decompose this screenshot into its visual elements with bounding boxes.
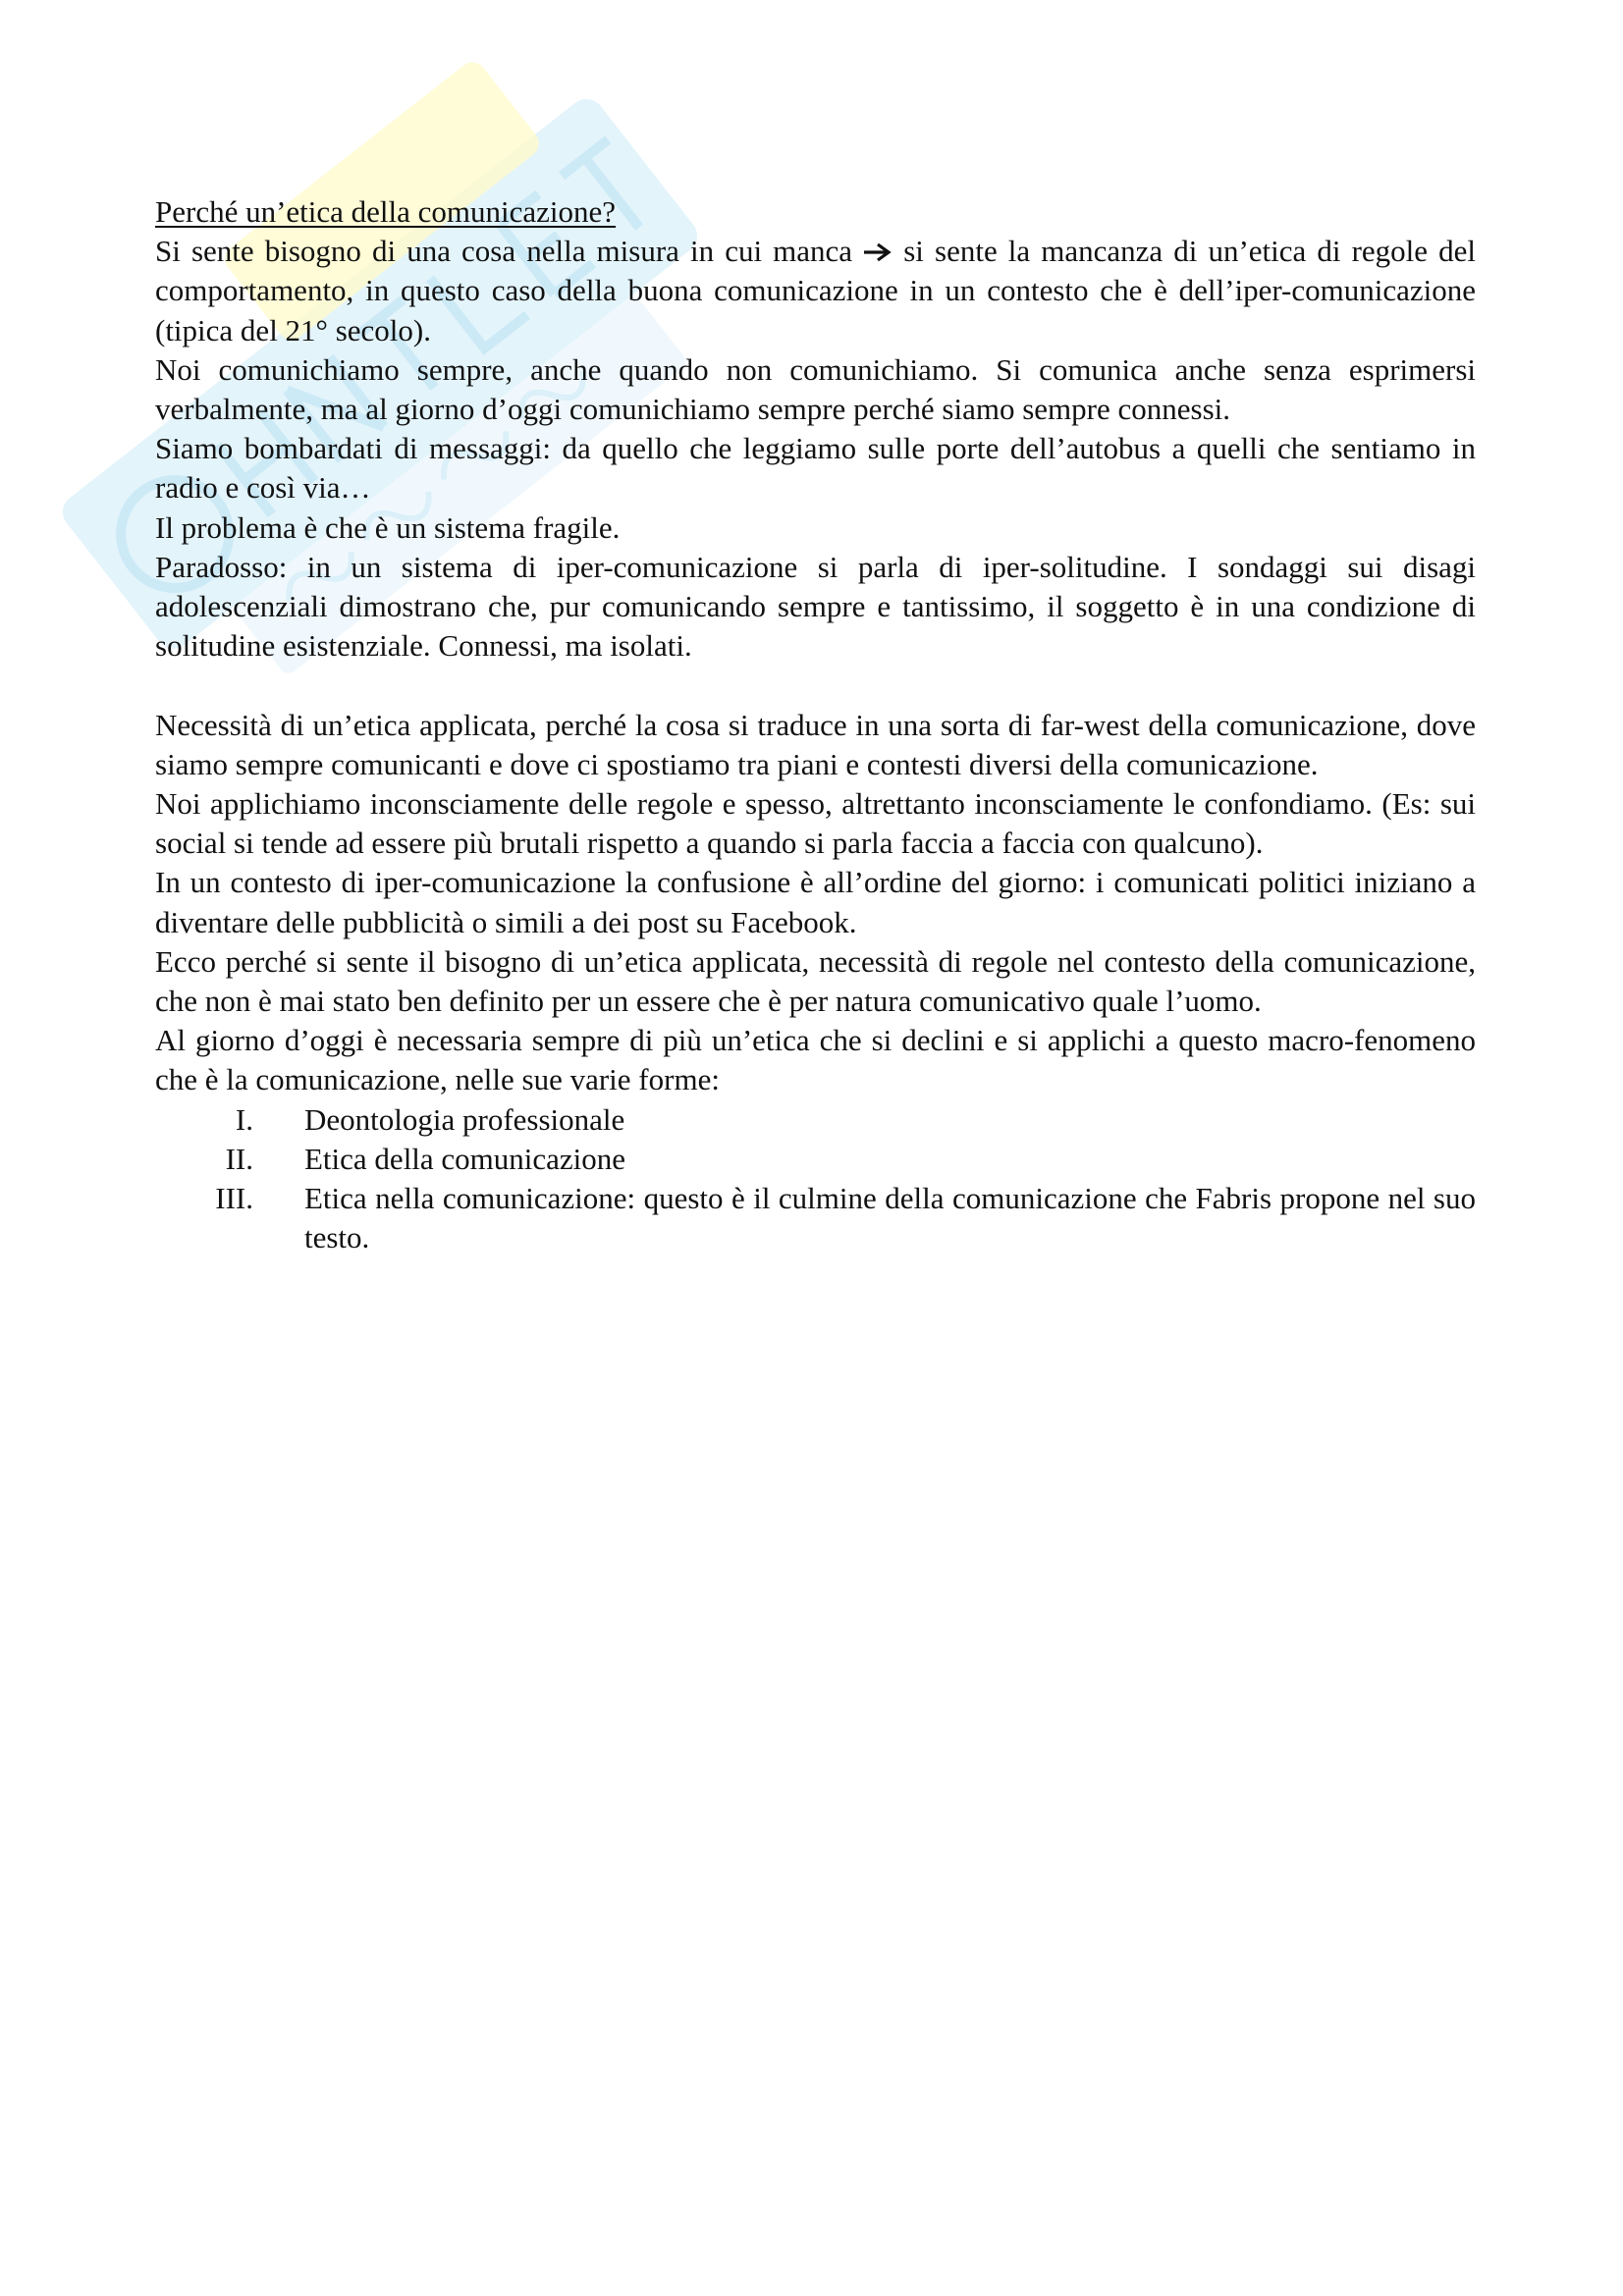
paragraph-text: si sente la mancanza di un’etica di regole del comportamento, in questo caso della buona comunicazione in un contesto che è dell’iper-comunicazione (tipica del 21° secolo). (155, 234, 1476, 347)
roman-list (155, 1100, 1476, 1258)
list-item-text: Deontologia professionale (304, 1101, 625, 1137)
list-item (155, 1140, 1476, 1179)
list-item (155, 1100, 1476, 1140)
paragraph-comunichiamo: Noi comunichiamo sempre, anche quando non comunichiamo. Si comunica anche senza esprimersi verbalmente, ma al giorno d’oggi comunichiamo sempre perché siamo sempre connessi. (155, 351, 1476, 427)
list-item-number: I. (235, 1101, 253, 1137)
paragraph-regole: Noi applichiamo inconsciamente delle regole e spesso, altrettanto inconsciamente le confondiamo. (Es: sui social si tende ad essere più brutali rispetto a quando si parla faccia a faccia con qualcuno). (155, 786, 1476, 861)
paragraph-necessita: Necessità di un’etica applicata, perché la cosa si traduce in una sorta di far-west della comunicazione, dove siamo sempre comunicanti e dove ci spostiamo tra piani e contesti diversi della comunicazione. (155, 707, 1476, 781)
paragraph-paradosso: Paradosso: in un sistema di iper-comunicazione si parla di iper-solitudine. I sondaggi sui disagi adolescenziali dimostrano che, pur comunicando sempre e tantissimo, il soggetto è in una condizione di solitudine esistenziale. Connessi, ma isolati. (155, 549, 1476, 664)
list-item-text: Etica della comunicazione (304, 1141, 626, 1176)
paragraph-problema: Il problema è che è un sistema fragile. (155, 509, 621, 545)
document-title: Perché un’etica della comunicazione? (155, 194, 617, 229)
list-item-number: III. (215, 1181, 253, 1216)
paragraph-bisogno (155, 232, 1476, 350)
right-arrow-icon (863, 241, 893, 263)
list-item-text: Etica nella comunicazione: questo è il culmine della comunicazione che Fabris propone nel suo testo. (304, 1181, 1476, 1255)
paragraph-spacer (155, 666, 1476, 705)
paragraph-confusione: In un contesto di iper-comunicazione la confusione è all’ordine del giorno: i comunicati politici iniziano a diventare delle pubblicità o simili a dei post su Facebook. (155, 865, 1476, 939)
paragraph-giorno: Al giorno d’oggi è necessaria sempre di più un’etica che si declini e si applichi a questo macro-fenomeno che è la comunicazione, nelle sue varie forme: (155, 1023, 1476, 1097)
list-item-number: II. (225, 1141, 253, 1176)
list-item (155, 1179, 1476, 1257)
paragraph-bombardati: Siamo bombardati di messaggi: da quello che leggiamo sulle porte dell’autobus a quelli che sentiamo in radio e così via… (155, 431, 1476, 506)
paragraph-text: Si sente bisogno di una cosa nella misura in cui manca (155, 234, 864, 269)
paragraph-ecco: Ecco perché si sente il bisogno di un’etica applicata, necessità di regole nel contesto della comunicazione, che non è mai stato ben definito per un essere che è per natura comunicativo quale l’uomo. (155, 943, 1476, 1019)
document-body (155, 192, 1476, 1257)
